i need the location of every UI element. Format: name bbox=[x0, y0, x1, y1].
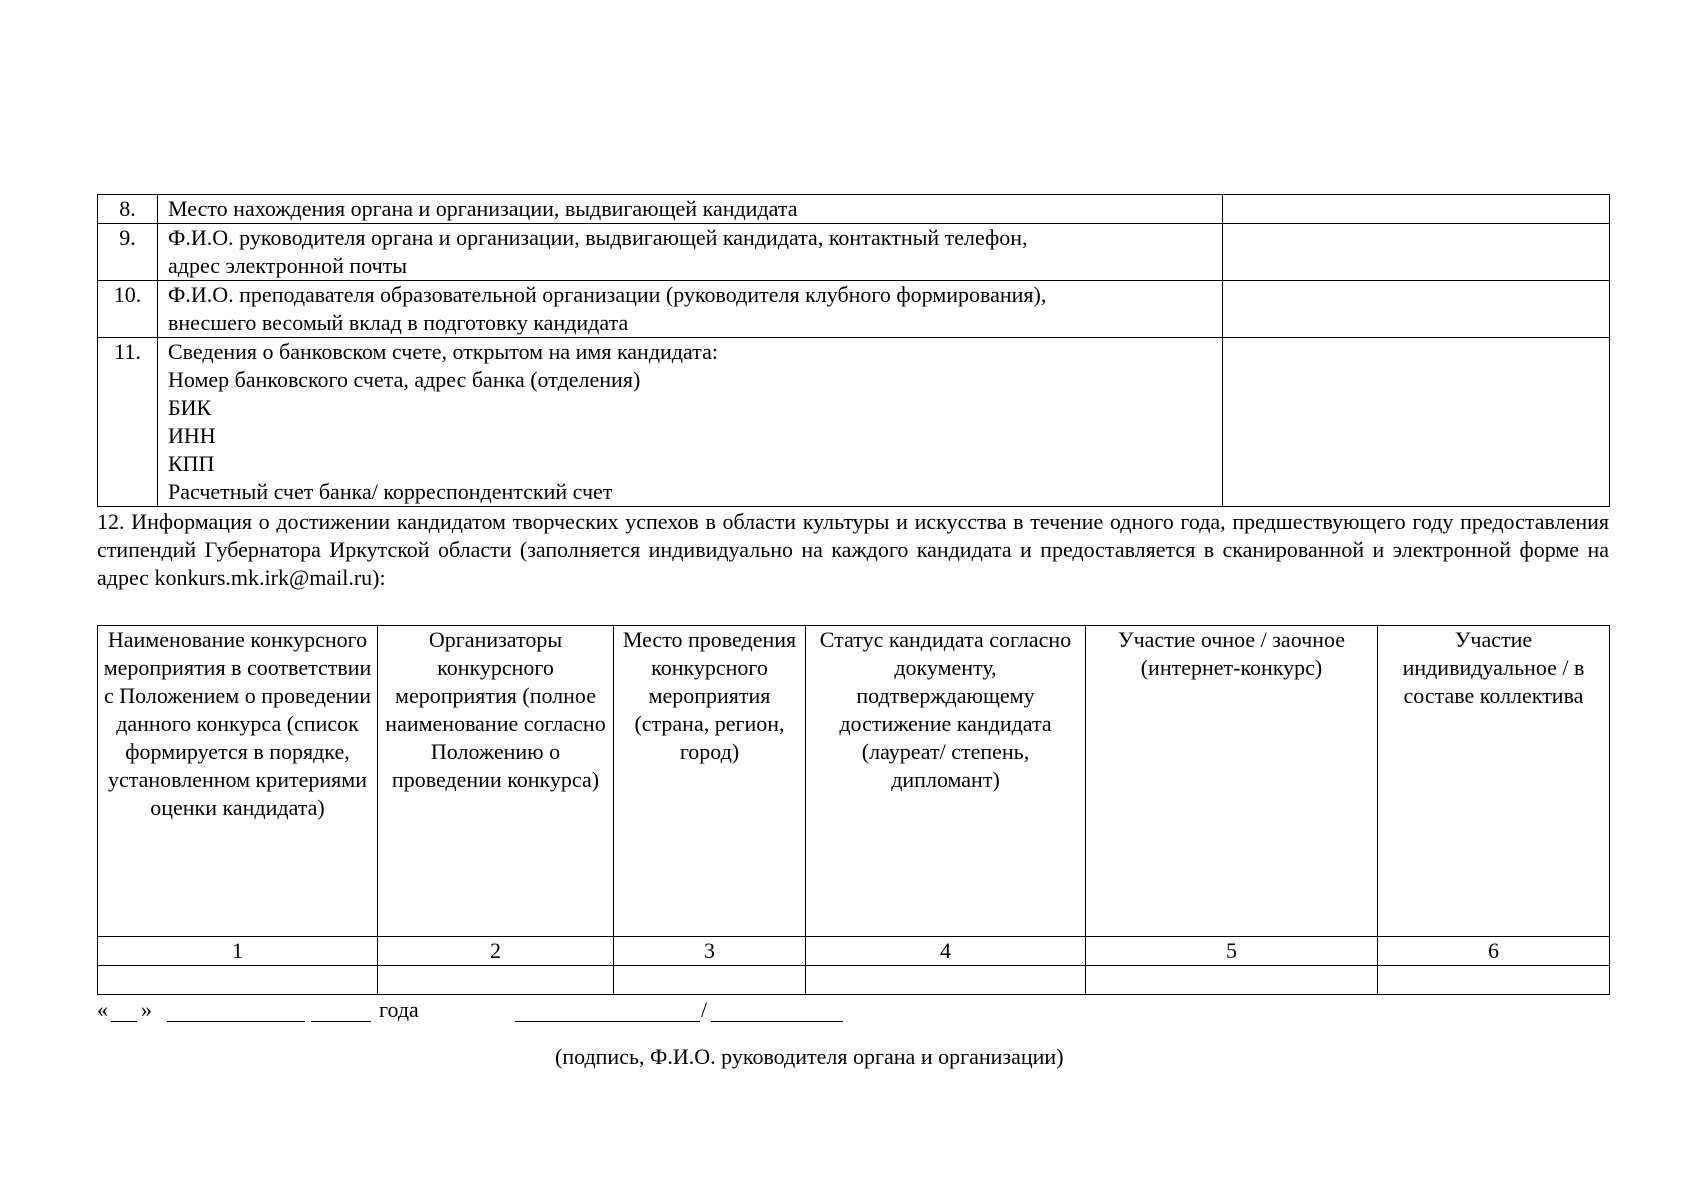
table-row-11 bbox=[98, 338, 1610, 507]
row-label bbox=[158, 338, 1223, 507]
name-blank bbox=[711, 1021, 843, 1022]
table-header-row bbox=[98, 626, 1610, 937]
column-number: 4 bbox=[806, 937, 1086, 966]
empty-cell bbox=[1378, 966, 1610, 995]
year-blank bbox=[311, 1021, 371, 1022]
row-label-line: Номер банковского счета, адрес банка (отделения) bbox=[168, 367, 641, 392]
signature-date-line bbox=[97, 997, 857, 1027]
row-label-line: КПП bbox=[168, 451, 215, 476]
header-organizers: Организаторы конкурсного мероприятия (полное наименование согласно Положению о проведении конкурса) bbox=[378, 626, 614, 937]
candidate-info-table bbox=[97, 194, 1610, 507]
signature-blank bbox=[515, 1021, 700, 1022]
row-label-line: Место нахождения органа и организации, выдвигающей кандидата bbox=[168, 196, 798, 221]
header-participation-form: Участие очное / заочное (интернет-конкурс) bbox=[1086, 626, 1378, 937]
row-label-line: Сведения о банковском счете, открытом на имя кандидата: bbox=[168, 339, 718, 364]
table-row-8 bbox=[98, 195, 1610, 224]
slash-separator: / bbox=[701, 997, 708, 1022]
row-label-line: ИНН bbox=[168, 423, 216, 448]
empty-cell bbox=[614, 966, 806, 995]
header-contest-name: Наименование конкурсного мероприятия в соответствии с Положением о проведении данного конкурса (список формируется в порядке, установленном критериями оценки кандидата) bbox=[98, 626, 378, 937]
achievements-table bbox=[97, 625, 1610, 995]
row-label-line: внесшего весомый вклад в подготовку кандидата bbox=[168, 310, 629, 335]
quote-close: » bbox=[141, 997, 152, 1022]
row-label-line: Ф.И.О. преподавателя образовательной организации (руководителя клубного формирования), bbox=[168, 282, 1047, 307]
row-number: 11. bbox=[98, 338, 158, 507]
table-row-10 bbox=[98, 281, 1610, 338]
column-number: 6 bbox=[1378, 937, 1610, 966]
row-label bbox=[158, 195, 1223, 224]
empty-cell bbox=[1086, 966, 1378, 995]
row-number: 9. bbox=[98, 224, 158, 281]
row-label-line: Расчетный счет банка/ корреспондентский счет bbox=[168, 479, 613, 504]
header-participation-type: Участие индивидуальное / в составе коллектива bbox=[1378, 626, 1610, 937]
column-number: 1 bbox=[98, 937, 378, 966]
empty-cell bbox=[98, 966, 378, 995]
row-number: 8. bbox=[98, 195, 158, 224]
header-candidate-status: Статус кандидата согласно документу, подтверждающему достижение кандидата (лауреат/ степень, дипломант) bbox=[806, 626, 1086, 937]
row-value-cell bbox=[1223, 195, 1610, 224]
month-blank bbox=[167, 1021, 305, 1022]
row-label-line: Ф.И.О. руководителя органа и организации, выдвигающей кандидата, контактный телефон, bbox=[168, 225, 1028, 250]
quote-open: « bbox=[97, 997, 108, 1022]
column-number: 3 bbox=[614, 937, 806, 966]
row-label-line: БИК bbox=[168, 395, 212, 420]
row-value-cell bbox=[1223, 224, 1610, 281]
column-numbers-row bbox=[98, 937, 1610, 966]
table-row-9 bbox=[98, 224, 1610, 281]
row-label-line: адрес электронной почты bbox=[168, 253, 408, 278]
empty-entry-row bbox=[98, 966, 1610, 995]
row-number: 10. bbox=[98, 281, 158, 338]
signature-caption: (подпись, Ф.И.О. руководителя органа и организации) bbox=[555, 1044, 1064, 1069]
header-venue: Место проведения конкурсного мероприятия (страна, регион, город) bbox=[614, 626, 806, 937]
day-blank bbox=[111, 1021, 137, 1022]
column-number: 5 bbox=[1086, 937, 1378, 966]
row-value-cell bbox=[1223, 281, 1610, 338]
empty-cell bbox=[378, 966, 614, 995]
year-word: года bbox=[379, 997, 419, 1022]
row-label bbox=[158, 224, 1223, 281]
empty-cell bbox=[806, 966, 1086, 995]
row-label bbox=[158, 281, 1223, 338]
section-12-paragraph: 12. Информация о достижении кандидатом творческих успехов в области культуры и искусства в течение одного года, предшествующего году предоставления стипендий Губернатора Иркутской области (заполняется индивидуально на каждого кандидата и предоставляется в сканированной и электронной форме на адрес konkurs.mk.irk@mail.ru): bbox=[97, 509, 1609, 590]
column-number: 2 bbox=[378, 937, 614, 966]
row-value-cell bbox=[1223, 338, 1610, 507]
